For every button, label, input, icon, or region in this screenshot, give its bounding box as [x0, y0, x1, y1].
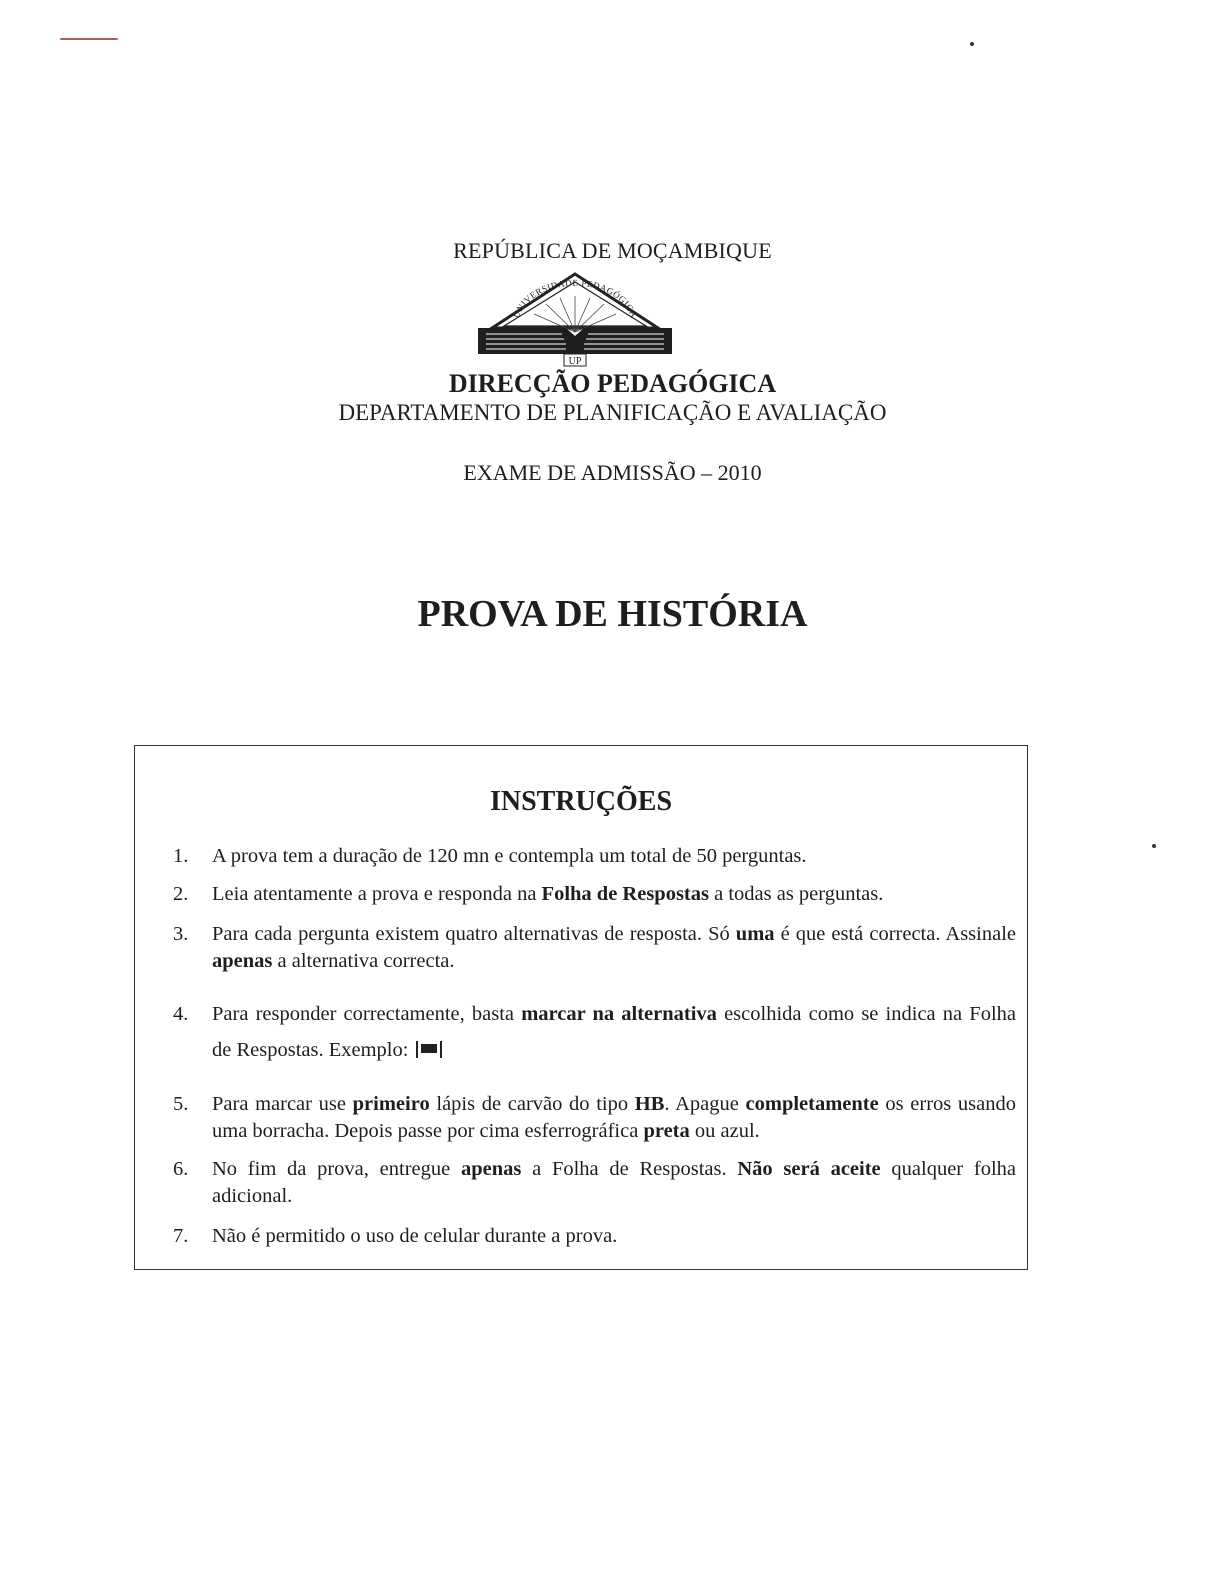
instruction-text: Leia atentamente a prova e responda na Folha de Respostas a todas as perguntas. — [212, 883, 884, 905]
instruction-number: 7. — [173, 1225, 189, 1247]
department-title: DEPARTAMENTO DE PLANIFICAÇÃO E AVALIAÇÃO — [338, 400, 887, 425]
instruction-text: Não é permitido o uso de celular durante a prova. — [212, 1225, 618, 1247]
instruction-text: Para responder correctamente, basta marcar na alternativa escolhida como se indica na Folha de Respostas. Exemplo: — [212, 1003, 1016, 1061]
scan-speck — [970, 42, 974, 46]
instruction-number: 2. — [173, 883, 189, 905]
exam-title: EXAME DE ADMISSÃO – 2010 — [463, 460, 762, 485]
instruction-number: 1. — [173, 845, 189, 867]
logo-arc-text: UNIVERSIDADE PEDAGÓGICA — [510, 277, 640, 320]
logo-initials: UP — [568, 356, 582, 367]
scan-speck — [60, 38, 118, 40]
instruction-text: A prova tem a duração de 120 mn e contempla um total de 50 perguntas. — [212, 845, 807, 867]
instruction-number: 3. — [173, 923, 189, 945]
instruction-text: Para cada pergunta existem quatro alternativas de resposta. Só uma é que está correcta. Assinale apenas a alternativa correcta. — [212, 923, 1016, 972]
country-name: REPÚBLICA DE MOÇAMBIQUE — [453, 238, 772, 263]
instruction-text: Para marcar use primeiro lápis de carvão do tipo HB. Apague completamente os erros usando uma borracha. Depois passe por cima esferrográfica preta ou azul. — [212, 1093, 1017, 1142]
direction-title: DIRECÇÃO PEDAGÓGICA — [448, 369, 777, 398]
instruction-number: 5. — [173, 1093, 189, 1115]
scan-speck — [1152, 844, 1156, 848]
subject-title: PROVA DE HISTÓRIA — [417, 593, 808, 635]
instruction-text: No fim da prova, entregue apenas a Folha de Respostas. Não será aceite qualquer folha adicional. — [212, 1158, 1016, 1207]
instructions-box — [134, 745, 1028, 1270]
instructions-title: INSTRUÇÕES — [489, 786, 673, 817]
instruction-number: 6. — [173, 1158, 189, 1180]
example-mark-icon — [416, 1041, 442, 1058]
university-logo — [470, 268, 680, 368]
instruction-number: 4. — [173, 1003, 189, 1025]
